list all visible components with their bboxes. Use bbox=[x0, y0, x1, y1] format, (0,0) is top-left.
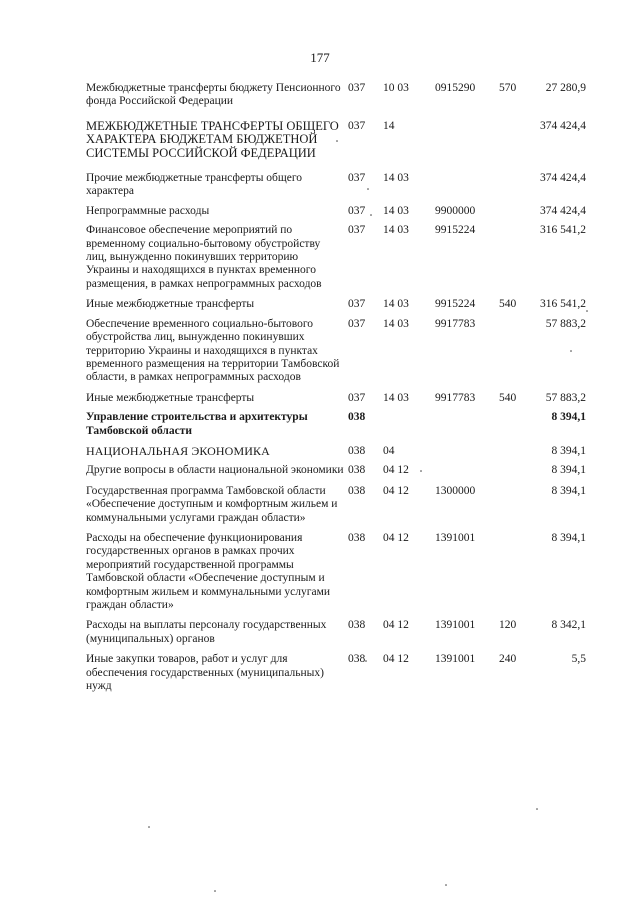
scan-speck bbox=[586, 310, 588, 312]
row-expense-type-code: 120 bbox=[499, 619, 517, 632]
table-row bbox=[86, 224, 586, 291]
row-section-code: 04 12 bbox=[383, 531, 409, 544]
row-expense-type-code bbox=[499, 464, 535, 477]
table-row bbox=[86, 532, 586, 612]
table-row bbox=[86, 205, 586, 218]
row-expense-type-code: 540 bbox=[499, 298, 517, 311]
row-name: Финансовое обеспечение мероприятий по временному социально-бытовому обустройству лиц, вынужденно покинувших территорию Украины и находящихся в пунктах временного размещения, в рамках непрограммных расходов bbox=[86, 224, 322, 290]
row-expense-type-code: 540 bbox=[499, 391, 517, 404]
row-amount: 8 394,1 bbox=[551, 411, 586, 424]
row-expense-type-code bbox=[499, 172, 535, 199]
row-section-code: 14 bbox=[383, 119, 395, 132]
row-name: Иные межбюджетные трансферты bbox=[86, 391, 255, 404]
scan-speck bbox=[365, 660, 367, 662]
scan-speck bbox=[148, 826, 150, 828]
scan-speck bbox=[570, 350, 572, 352]
row-name: Расходы на выплаты персоналу государственных (муниципальных) органов bbox=[86, 619, 327, 645]
row-ministry-code: 037 bbox=[348, 298, 366, 311]
table-row bbox=[86, 298, 586, 311]
row-expense-type-code bbox=[499, 318, 535, 385]
row-name: Непрограммные расходы bbox=[86, 204, 210, 217]
row-amount: 8 342,1 bbox=[551, 619, 586, 632]
row-ministry-code: 037 bbox=[348, 172, 366, 185]
table-row bbox=[86, 411, 586, 438]
row-amount: 57 883,2 bbox=[545, 317, 586, 330]
row-target-code bbox=[435, 172, 499, 199]
row-name: НАЦИОНАЛЬНАЯ ЭКОНОМИКА bbox=[86, 443, 270, 458]
row-name: Иные закупки товаров, работ и услуг для обеспечения государственных (муниципальных) нужд bbox=[86, 653, 324, 693]
row-target-code: 0915290 bbox=[435, 82, 476, 94]
row-amount: 8 394,1 bbox=[551, 484, 586, 497]
row-ministry-code: 037 bbox=[348, 204, 366, 217]
row-section-code: 14 03 bbox=[383, 172, 409, 185]
table-row bbox=[86, 619, 586, 646]
scan-speck bbox=[367, 188, 369, 190]
row-ministry-code: 038 bbox=[348, 464, 366, 477]
row-amount: 27 280,9 bbox=[545, 82, 586, 94]
row-ministry-code: 038 bbox=[348, 531, 366, 544]
row-target-code: 9917783 bbox=[435, 391, 476, 404]
row-section-code: 14 03 bbox=[383, 224, 409, 237]
scan-speck bbox=[336, 140, 338, 142]
page-number: 177 bbox=[310, 50, 330, 65]
row-expense-type-code bbox=[499, 485, 535, 525]
row-ministry-code: 037 bbox=[348, 82, 366, 94]
row-expense-type-code bbox=[499, 205, 535, 218]
row-expense-type-code: 240 bbox=[499, 653, 517, 666]
row-section-code: 04 bbox=[383, 444, 395, 457]
row-target-code bbox=[435, 445, 499, 458]
row-section-code: 14 03 bbox=[383, 317, 409, 330]
row-target-code: 9900000 bbox=[435, 204, 476, 217]
row-ministry-code: 038 bbox=[348, 653, 366, 666]
row-expense-type-code bbox=[499, 224, 535, 291]
row-section-code: 14 03 bbox=[383, 391, 409, 404]
row-expense-type-code bbox=[499, 120, 535, 160]
row-expense-type-code bbox=[499, 445, 535, 458]
row-ministry-code: 037 bbox=[348, 317, 366, 330]
row-name: МЕЖБЮДЖЕТНЫЕ ТРАНСФЕРТЫ ОБЩЕГО ХАРАКТЕРА БЮДЖЕТАМ БЮДЖЕТНОЙ СИСТЕМЫ РОССИЙСКОЙ ФЕДЕРАЦИИ bbox=[86, 118, 339, 160]
row-target-code bbox=[435, 411, 499, 438]
scan-speck bbox=[445, 884, 447, 886]
row-name: Другие вопросы в области национальной экономики bbox=[86, 464, 344, 477]
row-target-code: 9915224 bbox=[435, 298, 476, 311]
row-target-code bbox=[435, 120, 499, 160]
table-row bbox=[86, 485, 586, 525]
row-ministry-code: 037 bbox=[348, 224, 366, 237]
row-amount: 8 394,1 bbox=[551, 444, 586, 457]
table-row bbox=[86, 318, 586, 385]
row-expense-type-code bbox=[499, 532, 535, 612]
row-section-code bbox=[383, 411, 435, 438]
row-amount: 316 541,2 bbox=[540, 298, 586, 311]
row-ministry-code: 038 bbox=[348, 411, 366, 424]
row-name: Обеспечение временного социально-бытового обустройства лиц, вынужденно покинувших территорию Украины и находящихся в пунктах временного размещения на территории Тамбовской области, в рамках непрограммных расходов bbox=[86, 317, 340, 384]
row-name: Прочие межбюджетные трансферты общего характера bbox=[86, 172, 303, 198]
table-row bbox=[86, 445, 586, 458]
row-ministry-code: 038 bbox=[348, 484, 366, 497]
row-section-code: 04 12 bbox=[383, 464, 409, 477]
row-target-code: 1391001 bbox=[435, 531, 476, 544]
row-name: Иные межбюджетные трансферты bbox=[86, 298, 255, 311]
row-amount: 8 394,1 bbox=[551, 464, 586, 477]
row-name: Расходы на обеспечение функционирования государственных органов в рамках прочих мероприятий государственной программы Тамбовской области «Обеспечение доступным и комфортным жильем и коммунальными услугами граждан области» bbox=[86, 531, 331, 611]
table-row bbox=[86, 464, 586, 477]
row-ministry-code: 037 bbox=[348, 391, 366, 404]
row-section-code: 04 12 bbox=[383, 653, 409, 666]
row-target-code bbox=[435, 464, 499, 477]
row-ministry-code: 038 bbox=[348, 444, 366, 457]
budget-table bbox=[86, 82, 586, 699]
row-name: Управление строительства и архитектуры Тамбовской области bbox=[86, 411, 308, 437]
row-section-code: 04 12 bbox=[383, 619, 409, 632]
row-amount: 374 424,4 bbox=[540, 204, 586, 217]
row-section-code: 14 03 bbox=[383, 204, 409, 217]
scan-speck bbox=[214, 890, 216, 892]
row-amount: 316 541,2 bbox=[540, 224, 586, 237]
scan-speck bbox=[370, 214, 372, 216]
table-row bbox=[86, 82, 586, 109]
row-target-code: 1300000 bbox=[435, 484, 476, 497]
row-target-code: 9917783 bbox=[435, 317, 476, 330]
row-target-code: 9915224 bbox=[435, 224, 476, 237]
row-section-code: 10 03 bbox=[383, 82, 409, 94]
row-section-code: 14 03 bbox=[383, 298, 409, 311]
row-ministry-code: 038 bbox=[348, 619, 366, 632]
row-name: Межбюджетные трансферты бюджету Пенсионного фонда Российской Федерации bbox=[86, 82, 341, 108]
row-amount: 8 394,1 bbox=[551, 531, 586, 544]
scan-speck bbox=[420, 470, 422, 472]
table-row bbox=[86, 172, 586, 199]
row-ministry-code: 037 bbox=[348, 119, 366, 132]
row-amount: 374 424,4 bbox=[540, 119, 586, 132]
row-target-code: 1391001 bbox=[435, 619, 476, 632]
table-row bbox=[86, 392, 586, 405]
row-expense-type-code: 570 bbox=[499, 82, 517, 94]
row-target-code: 1391001 bbox=[435, 653, 476, 666]
table-row bbox=[86, 653, 586, 693]
row-name: Государственная программа Тамбовской области «Обеспечение доступным и комфортным жильем и коммунальными услугами граждан области» bbox=[86, 484, 338, 524]
row-amount: 5,5 bbox=[571, 653, 586, 666]
row-section-code: 04 12 bbox=[383, 484, 409, 497]
scan-speck bbox=[536, 808, 538, 810]
row-amount: 374 424,4 bbox=[540, 172, 586, 185]
row-expense-type-code bbox=[499, 411, 535, 438]
row-amount: 57 883,2 bbox=[545, 391, 586, 404]
